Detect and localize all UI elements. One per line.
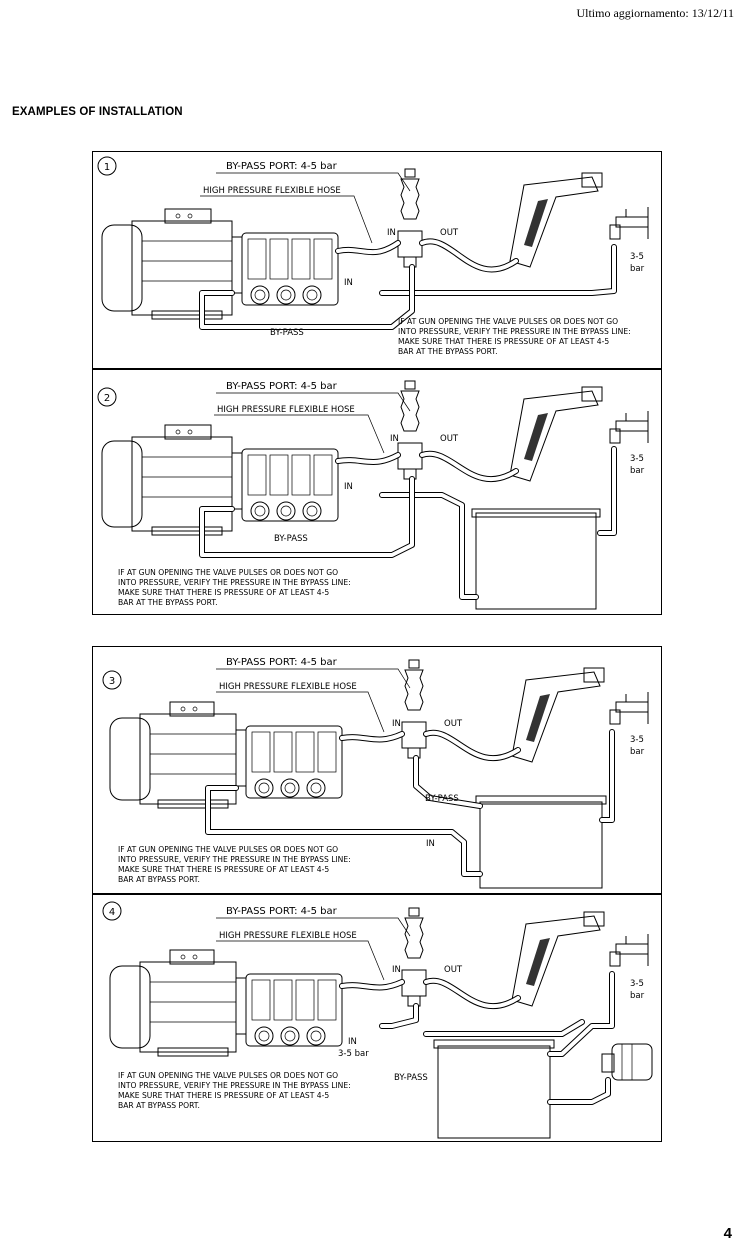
installation-note: IF AT GUN OPENING THE VALVE PULSES OR DOES NOT GO INTO PRESSURE, VERIFY THE PRESSURE IN THE BYPASS LINE: MAKE SURE THAT THERE IS PRESSURE OF AT LEAST 4-5 BAR AT BYPASS PORT.	[118, 845, 351, 884]
in-label: IN	[392, 719, 401, 729]
bypass-label: BY-PASS	[274, 534, 308, 544]
in-label-2: IN	[344, 278, 353, 288]
in-label: IN	[392, 965, 401, 975]
diagram-3	[92, 646, 662, 894]
bypass-label: BY-PASS	[425, 794, 459, 804]
diagram-1	[92, 151, 662, 369]
in-label-2: IN	[348, 1037, 357, 1047]
out-label: OUT	[440, 228, 459, 238]
section-title: EXAMPLES OF INSTALLATION	[12, 106, 183, 118]
pressure-unit: bar	[630, 991, 645, 1001]
bypass-port-label: BY-PASS PORT: 4-5 bar	[226, 906, 337, 917]
pressure-value: 3-5	[630, 979, 644, 989]
electric-motor	[110, 950, 236, 1056]
unloader-valve	[402, 660, 426, 758]
electric-motor	[102, 425, 232, 535]
water-tank	[476, 796, 606, 888]
diagram-number: 4	[108, 907, 116, 918]
diagram-number: 3	[108, 676, 116, 687]
spray-gun	[512, 668, 604, 762]
hose-label: HIGH PRESSURE FLEXIBLE HOSE	[219, 931, 357, 941]
water-tap	[610, 207, 648, 239]
plunger-pump	[232, 449, 338, 521]
water-tank	[472, 509, 600, 609]
unloader-valve	[398, 169, 422, 267]
installation-note: IF AT GUN OPENING THE VALVE PULSES OR DOES NOT GO INTO PRESSURE, VERIFY THE PRESSURE IN THE BYPASS LINE: MAKE SURE THAT THERE IS PRESSURE OF AT LEAST 4-5 BAR AT BYPASS PORT.	[118, 1071, 351, 1110]
installation-note: IF AT GUN OPENING THE VALVE PULSES OR DOES NOT GO INTO PRESSURE, VERIFY THE PRESSURE IN THE BYPASS LINE: MAKE SURE THAT THERE IS PRESSURE OF AT LEAST 4-5 BAR AT THE BYPASS PORT.	[398, 317, 631, 356]
diagram-number: 1	[103, 162, 111, 173]
diagram-4	[92, 894, 662, 1142]
installation-note: IF AT GUN OPENING THE VALVE PULSES OR DOES NOT GO INTO PRESSURE, VERIFY THE PRESSURE IN THE BYPASS LINE: MAKE SURE THAT THERE IS PRESSURE OF AT LEAST 4-5 BAR AT THE BYPASS PORT.	[118, 568, 351, 607]
spray-gun	[510, 173, 602, 267]
pressure-value: 3-5	[630, 252, 644, 262]
last-updated: Ultimo aggiornamento: 13/12/11	[576, 6, 734, 20]
out-label: OUT	[444, 965, 463, 975]
bypass-port-label: BY-PASS PORT: 4-5 bar	[226, 161, 337, 172]
in-label: IN	[387, 228, 396, 238]
in-label-2: IN	[344, 482, 353, 492]
water-tap	[610, 692, 648, 724]
electric-motor	[102, 209, 232, 319]
in-label-2: IN	[426, 839, 435, 849]
pressure-unit: bar	[630, 747, 645, 757]
electric-motor	[110, 702, 236, 808]
water-tap	[610, 411, 648, 443]
pressure-value: 3-5	[630, 454, 644, 464]
spray-gun	[510, 387, 602, 481]
out-label: OUT	[444, 719, 463, 729]
unloader-valve	[402, 908, 426, 1006]
bypass-label: BY-PASS	[394, 1073, 428, 1083]
page-number: 4	[723, 1225, 732, 1242]
in-pressure-label: 3-5 bar	[338, 1049, 369, 1059]
hose-label: HIGH PRESSURE FLEXIBLE HOSE	[203, 186, 341, 196]
bypass-port-label: BY-PASS PORT: 4-5 bar	[226, 381, 337, 392]
out-label: OUT	[440, 434, 459, 444]
plunger-pump	[236, 726, 342, 798]
bypass-port-label: BY-PASS PORT: 4-5 bar	[226, 657, 337, 668]
pressure-unit: bar	[630, 264, 645, 274]
hose-label: HIGH PRESSURE FLEXIBLE HOSE	[217, 405, 355, 415]
water-tank	[434, 1040, 554, 1138]
pressure-value: 3-5	[630, 735, 644, 745]
hose-label: HIGH PRESSURE FLEXIBLE HOSE	[219, 682, 357, 692]
plunger-pump	[236, 974, 342, 1046]
diagram-2	[92, 369, 662, 615]
in-label: IN	[390, 434, 399, 444]
booster-pump	[602, 1044, 652, 1080]
diagram-number: 2	[103, 393, 111, 404]
unloader-valve	[398, 381, 422, 479]
pressure-unit: bar	[630, 466, 645, 476]
water-tap	[610, 934, 648, 966]
plunger-pump	[232, 233, 338, 305]
bypass-label: BY-PASS	[270, 328, 304, 338]
spray-gun	[512, 912, 604, 1006]
